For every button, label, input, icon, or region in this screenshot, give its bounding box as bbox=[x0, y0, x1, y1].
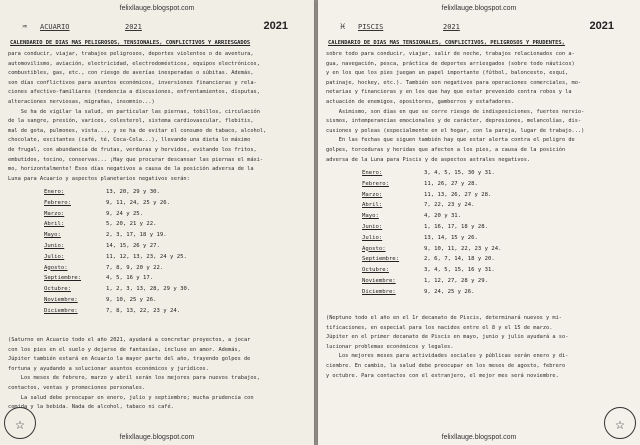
year-small: 2021 bbox=[125, 23, 142, 31]
sign-name: ACUARIO bbox=[40, 23, 70, 31]
month-days: 7, 22, 23 y 24. bbox=[424, 202, 475, 209]
month-name: Julio: bbox=[362, 234, 383, 241]
text-line: (Saturno en Acuario todo el año 2021, ayudará a concretar proyectos, a jocar bbox=[8, 337, 251, 343]
text-line: Asimismo, son días en que se corre riesgo de indisposiciones, fuertes nervio- bbox=[326, 108, 585, 115]
month-days: 4, 5, 16 y 17. bbox=[106, 275, 154, 282]
month-days: 1, 2, 3, 13, 28, 29 y 30. bbox=[106, 286, 191, 293]
outro-text bbox=[8, 336, 308, 413]
month-name: Diciembre: bbox=[362, 288, 396, 295]
text-line: contactos, ventas y promociones personales. bbox=[8, 384, 146, 391]
aquarius-icon: ♒ bbox=[22, 22, 28, 32]
text-line: actuación de enemigos, opositores, gamberros y estafadores. bbox=[326, 98, 515, 105]
month-days: 13, 20, 29 y 30. bbox=[106, 189, 160, 195]
page-header bbox=[10, 20, 304, 35]
month-name: Enero: bbox=[362, 170, 383, 176]
page-title: CALENDARIO DE DÍAS MÁS PELIGROSOS, TENSIONALES, CONFLICTIVOS Y ARRIESGADOS bbox=[10, 40, 251, 46]
month-days: 11, 12, 13, 23, 24 y 25. bbox=[106, 253, 187, 260]
text-line: La salud debe preocupar en enero, julio y septiembre; mucha prudencia con bbox=[8, 394, 254, 401]
month-name: Abril: bbox=[362, 202, 383, 209]
text-line: Luna para Acuario y aspectos planetarios negativos serán: bbox=[8, 175, 190, 182]
outro-text bbox=[326, 314, 634, 381]
text-line: netarias y financieras y en los que hay que estar prevenido contra robos y la bbox=[326, 89, 572, 96]
text-line: y en los que los pies juegan un papel importante (fútbol, baloncesto, esquí, bbox=[326, 70, 569, 77]
sign-name: PISCIS bbox=[358, 23, 384, 31]
month-days: 2, 3, 17, 18 y 19. bbox=[106, 232, 167, 239]
month-days: 7, 8, 13, 22, 23 y 24. bbox=[106, 307, 181, 314]
month-days: 11, 13, 26, 27 y 28. bbox=[424, 191, 492, 198]
month-name: Mayo: bbox=[362, 213, 379, 220]
text-line: Los mejores meses para actividades sociales y públicas serán enero y di- bbox=[326, 353, 569, 360]
month-days: 7, 8, 9, 20 y 22. bbox=[106, 264, 164, 271]
month-name: Junio: bbox=[44, 242, 65, 249]
month-days: 2, 6, 7, 14, 18 y 20. bbox=[424, 256, 495, 263]
text-line: para conducir, viajar, trabajos peligrosos, deportes violentos o de aventura, bbox=[8, 51, 254, 57]
month-days: 5, 20, 21 y 22. bbox=[106, 221, 157, 228]
text-line: Júpiter en el primer decanato de Piscis en mayo, junio y julio ayudará a so- bbox=[326, 334, 569, 341]
year-big: 2021 bbox=[589, 20, 614, 32]
month-name: Mayo: bbox=[44, 232, 61, 239]
blog-url-bottom[interactable]: felixllauge.blogspot.com bbox=[441, 434, 517, 441]
text-line: Los meses de febrero, marzo y abril serán los mejores para nuevos trabajos, bbox=[8, 375, 260, 382]
month-name: Septiembre: bbox=[362, 256, 400, 263]
year-big: 2021 bbox=[263, 20, 288, 32]
text-line: y octubre. Para contactos con el extranjero, el mejor mes será noviembre. bbox=[326, 372, 559, 379]
blog-url-top[interactable]: felixllauge.blogspot.com bbox=[441, 5, 517, 12]
text-line: chocolate, excitantes (café, té, Coca-Cola...), llevando una dieta lo máximo bbox=[8, 137, 251, 144]
page-title: CALENDARIO DE DÍAS MÁS TENSIONALES, CONFLICTIVOS, PELIGROSOS Y PRUDENTES, bbox=[328, 40, 565, 46]
text-line: ciembre. En cambio, la salud debe preocupar en los meses de agosto, febrero bbox=[326, 362, 566, 369]
pentagram-seal-icon: ☆ bbox=[604, 407, 636, 439]
text-line: lucionar problemas económicos y legales. bbox=[326, 343, 454, 350]
pentagram-seal-icon: ☆ bbox=[4, 407, 36, 439]
month-days: 9, 24 y 25. bbox=[106, 210, 144, 217]
pisces-icon: ♓ bbox=[340, 22, 346, 32]
month-name: Noviembre: bbox=[362, 277, 396, 284]
text-line: combustibles, gas, etc., con riesgo de averías inesperadas o súbitas. Además, bbox=[8, 70, 254, 77]
text-line: fortuna y ayudando a solucionar asuntos económicos y jurídicos. bbox=[8, 365, 209, 372]
page-header bbox=[328, 20, 630, 35]
month-days: 3, 4, 5, 15, 30 y 31. bbox=[424, 170, 495, 176]
year-small: 2021 bbox=[443, 23, 460, 31]
month-name: Septiembre: bbox=[44, 275, 82, 282]
text-line: embutidos, tocino, conservas... ¡Hay que procurar descansar las piernas el máxi- bbox=[8, 156, 264, 163]
text-line: con los pies en el suelo y dejarse de fantasías, incluso en amor. Además, bbox=[8, 346, 241, 353]
month-name: Enero: bbox=[44, 189, 65, 195]
intro-text bbox=[326, 50, 634, 165]
month-days: 4, 20 y 31. bbox=[424, 213, 462, 220]
month-days: 1, 16, 17, 18 y 28. bbox=[424, 223, 488, 230]
text-line: sismos, intemperancias emocionales y de carácter, depresiones, melancolías, dis- bbox=[326, 118, 582, 125]
text-line: mo, horizontalmente! Esos días negativos a causa de la posición adversa de la bbox=[8, 166, 254, 173]
text-line: En las fechas que siguen también hay que estar alerta contra el peligro de bbox=[326, 137, 575, 144]
text-line: de la sangre, presión, varices, colesterol, sistema cardiovascular, flebitis, bbox=[8, 118, 254, 125]
month-name: Diciembre: bbox=[44, 307, 78, 314]
text-line: adversa de la Luna para Piscis y de aspectos astrales negativos. bbox=[326, 156, 531, 163]
month-days: 9, 10, 11, 22, 23 y 24. bbox=[424, 245, 502, 252]
text-line: alteraciones nerviosas, migrañas, insomnio...) bbox=[8, 98, 155, 105]
text-line: Se ha de vigilar la salud, en particular las piernas, tobillos, circulación bbox=[8, 108, 260, 115]
text-line: cusiones y peleas (especialmente en el hogar, con la pareja, lugar de trabajo...) bbox=[326, 127, 585, 134]
month-days: 14, 15, 26 y 27. bbox=[106, 242, 160, 249]
month-name: Octubre: bbox=[44, 286, 71, 293]
text-line: son días conflictivos para asuntos económicos, inversiones financieras y rela- bbox=[8, 79, 257, 86]
month-days: 1, 12, 27, 28 y 29. bbox=[424, 277, 488, 284]
text-line: gua, navegación, pesca, práctica de deportes arriesgados (sobre todo náuticos) bbox=[326, 60, 575, 67]
month-name: Julio: bbox=[44, 253, 65, 260]
month-days: 11, 26, 27 y 28. bbox=[424, 180, 478, 187]
month-days: 13, 14, 15 y 26. bbox=[424, 234, 478, 241]
month-name: Agosto: bbox=[362, 245, 386, 252]
blog-url-bottom[interactable]: felixllauge.blogspot.com bbox=[119, 434, 195, 441]
text-line: Júpiter también estará en Acuario la mayor parte del año, trayendo golpes de bbox=[8, 356, 251, 363]
intro-text bbox=[8, 50, 308, 184]
month-days: 9, 24, 25 y 26. bbox=[424, 288, 475, 295]
text-line: mal de gota, pulmones, vista..., y se ha de evitar el consumo de tabaco, alcohol, bbox=[8, 127, 267, 134]
text-line: automovilismo, aviación, electricidad, electrodomésticos, equipos electrónicos, bbox=[8, 60, 260, 67]
blog-url-top[interactable]: felixllauge.blogspot.com bbox=[119, 5, 195, 12]
text-line: patinaje, hockey, etc.). También son negativos para operaciones comerciales, mo- bbox=[326, 79, 582, 86]
month-name: Agosto: bbox=[44, 264, 68, 271]
month-days: 3, 4, 5, 15, 16 y 31. bbox=[424, 267, 495, 274]
text-line: tificaciones, en especial para los nacidos entre el 8 y el 15 de marzo. bbox=[326, 324, 553, 331]
month-name: Febrero: bbox=[44, 199, 71, 206]
right-page-piscis bbox=[318, 0, 640, 445]
month-name: Junio: bbox=[362, 223, 383, 230]
left-page-acuario bbox=[0, 0, 314, 445]
month-days: 9, 10, 25 y 26. bbox=[106, 296, 157, 303]
month-name: Noviembre: bbox=[44, 296, 78, 303]
month-name: Abril: bbox=[44, 221, 65, 228]
text-line: comida y la bebida. Nada de alcohol, tabaco ni café. bbox=[8, 404, 174, 411]
text-line: ciones afectivo-familiares (tendencia a discusiones, enfrentamientos, disputas, bbox=[8, 89, 260, 96]
month-name: Marzo: bbox=[362, 191, 383, 198]
month-name: Octubre: bbox=[362, 267, 389, 274]
text-line: golpes, torceduras y heridas que afecten a los pies, a causa de la posición bbox=[326, 146, 566, 153]
text-line: de frugal, con abundancia de frutas, verduras y hervidos, evitando los fritos, bbox=[8, 146, 257, 153]
text-line: sobre todo para conducir, viajar, salir de noche, trabajos relacionados con a- bbox=[326, 51, 575, 57]
month-days: 9, 11, 24, 25 y 26. bbox=[106, 199, 170, 206]
month-name: Marzo: bbox=[44, 210, 65, 217]
month-name: Febrero: bbox=[362, 180, 389, 187]
text-line: (Neptuno todo el año en el 1r decanato de Piscis, determinará nuevos y mi- bbox=[326, 315, 562, 321]
